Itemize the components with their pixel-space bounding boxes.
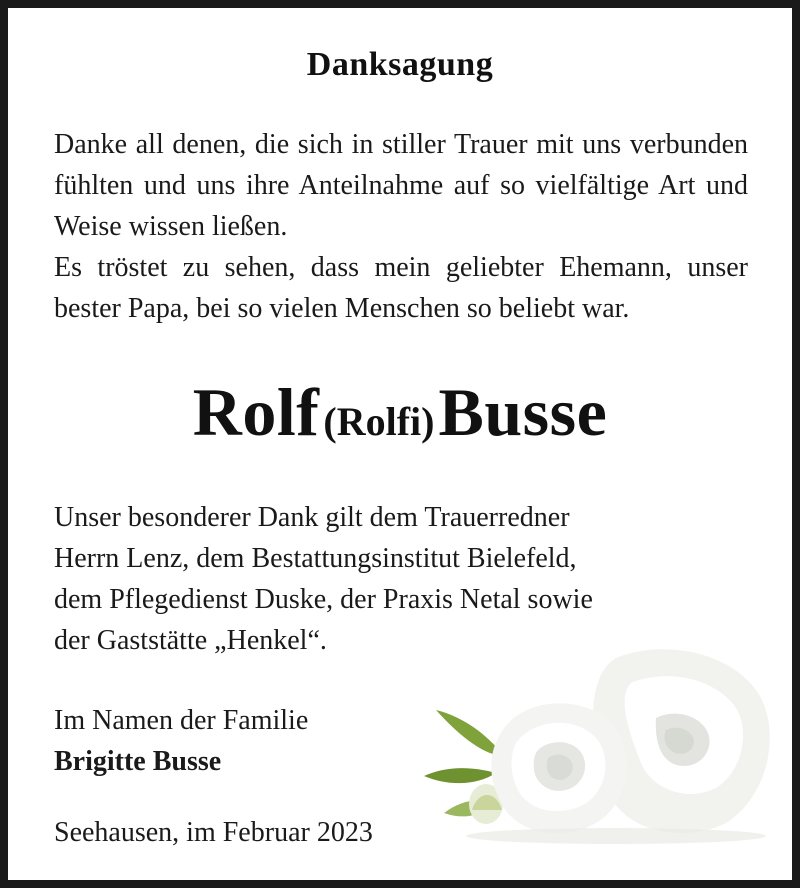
- place-date: Seehausen, im Februar 2023: [54, 817, 373, 848]
- intro-paragraph-1: Danke all denen, die sich in stiller Trauer mit uns verbunden fühlten und uns ihre Anteilnahme auf so vielfältige Art und Weise wissen ließen.: [54, 129, 748, 242]
- thanks-line-4: der Gaststätte „Henkel“.: [54, 625, 327, 656]
- family-signature: [54, 700, 308, 782]
- white-roses-image: [416, 638, 786, 848]
- notice-title: Danksagung: [306, 46, 494, 83]
- thanks-line-1: Unser besonderer Dank gilt dem Trauerredner: [54, 502, 570, 533]
- thanks-line-2: Herrn Lenz, dem Bestattungsinstitut Bielefeld,: [54, 543, 577, 574]
- deceased-first-name: Rolf: [192, 374, 320, 450]
- thanks-text: [54, 497, 714, 661]
- thanks-line-3: dem Pflegedienst Duske, der Praxis Netal sowie: [54, 584, 593, 615]
- deceased-nickname: (Rolfi): [323, 399, 435, 444]
- intro-text: [54, 124, 748, 329]
- on-behalf-label: Im Namen der Familie: [54, 705, 309, 736]
- signer-name: Brigitte Busse: [54, 746, 222, 777]
- deceased-name: [8, 373, 792, 452]
- intro-paragraph-2: Es tröstet zu sehen, dass mein geliebter Ehemann, unser bester Papa, bei so vielen Menschen so beliebt war.: [54, 252, 748, 324]
- deceased-last-name: Busse: [438, 374, 608, 450]
